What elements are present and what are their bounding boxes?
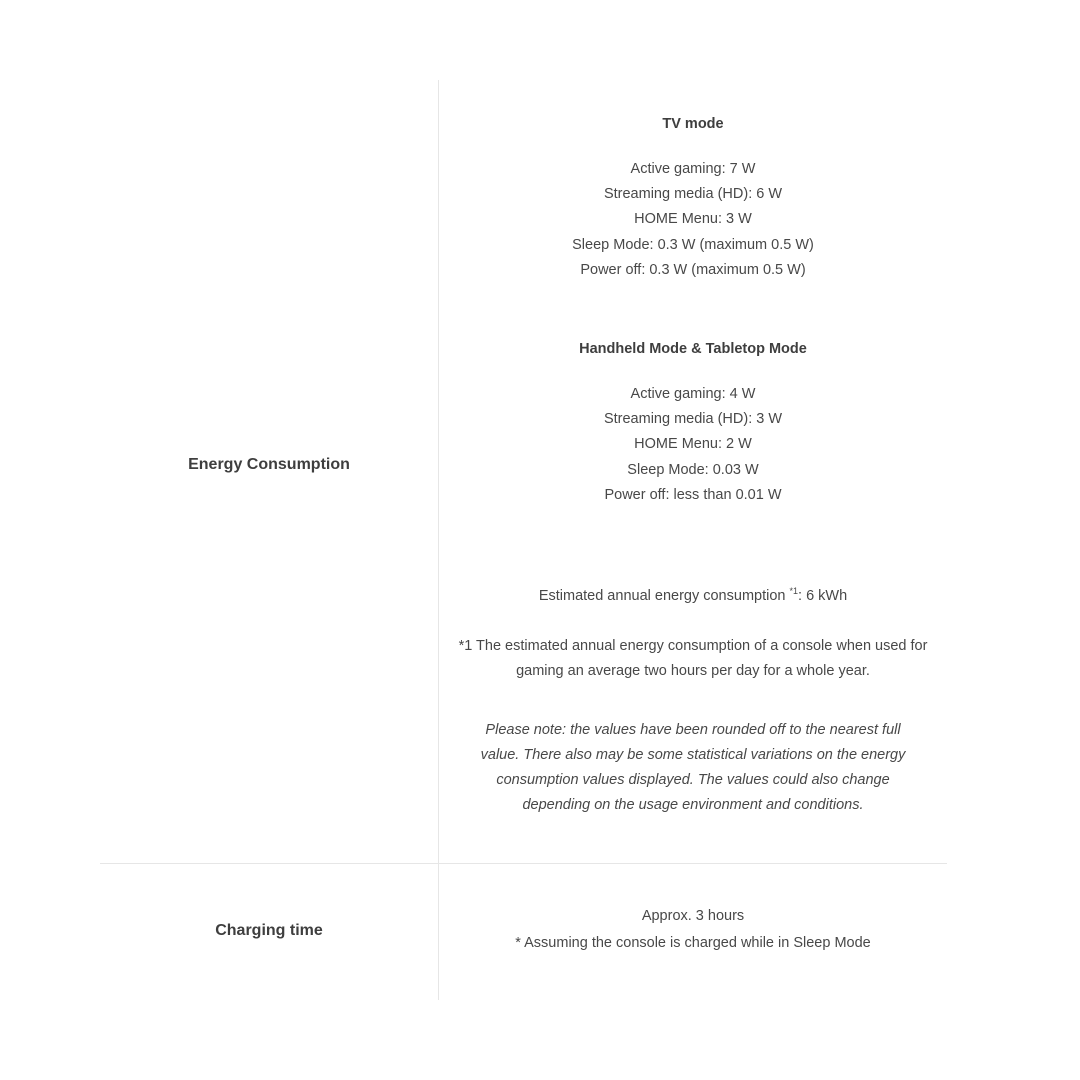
disclaimer-text: Please note: the values have been rounded off to the nearest full value. There also may be some statistical variations on the energy consumption values displayed. The values could also change depending on the usage environment and conditions.	[480, 722, 906, 813]
handheld-mode-line: Streaming media (HD): 3 W	[603, 411, 783, 428]
annual-energy-consumption	[439, 584, 947, 609]
handheld-mode-title: Handheld Mode & Tabletop Mode	[579, 341, 807, 357]
tv-mode-line: Sleep Mode: 0.3 W (maximum 0.5 W)	[572, 236, 814, 253]
annual-value: : 6 kWh	[798, 588, 848, 604]
charging-time-note: * Assuming the console is charged while in Sleep Mode	[515, 935, 871, 951]
charging-time-section	[439, 903, 947, 957]
tv-mode-line: Power off: 0.3 W (maximum 0.5 W)	[580, 261, 806, 278]
handheld-mode-section	[439, 339, 947, 508]
tv-mode-line: HOME Menu: 3 W	[634, 211, 752, 228]
handheld-mode-line: Active gaming: 4 W	[630, 386, 756, 402]
row-divider	[100, 863, 947, 864]
handheld-mode-values	[439, 382, 947, 508]
energy-consumption-label: Energy Consumption	[188, 456, 350, 473]
charging-time-label: Charging time	[215, 922, 323, 939]
tv-mode-values	[439, 157, 947, 283]
tv-mode-line: Streaming media (HD): 6 W	[603, 186, 783, 203]
tv-mode-title: TV mode	[662, 116, 724, 132]
footnote-text: *1 The estimated annual energy consumption of a console when used for gaming an average two hours per day for a whole year.	[458, 638, 928, 679]
tv-mode-section	[439, 114, 947, 283]
footnote-mark: *1	[789, 586, 799, 596]
handheld-mode-line: HOME Menu: 2 W	[634, 436, 752, 453]
handheld-mode-line: Power off: less than 0.01 W	[604, 486, 782, 503]
charging-time-value: Approx. 3 hours	[641, 908, 745, 924]
annual-prefix: Estimated annual energy consumption	[538, 588, 790, 604]
handheld-mode-line: Sleep Mode: 0.03 W	[627, 461, 759, 478]
tv-mode-line: Active gaming: 7 W	[630, 161, 756, 177]
